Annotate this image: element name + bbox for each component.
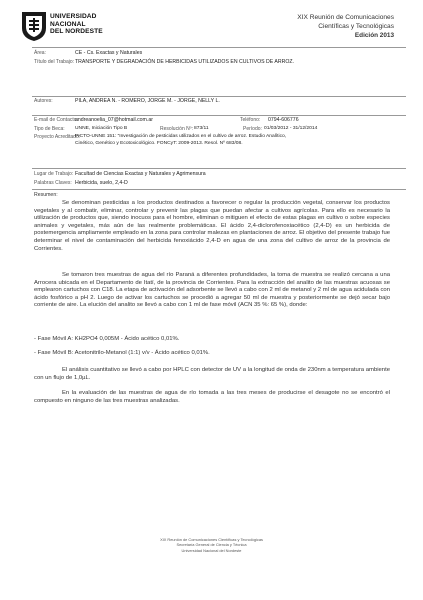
keywords-value: Herbicida, suelo, 2,4-D [75,180,128,186]
area-value: CE - Cs. Exactas y Naturales [75,50,143,56]
mobile-phase-b: - Fase Móvil B: Acetonitrilo-Metanol (1:1) v/v - Ácido acético 0,01%. [34,350,210,356]
work-title: TRANSPORTE Y DEGRADACIÓN DE HERBICIDAS UTILIZADOS EN CULTIVOS DE ARROZ. [75,59,294,65]
divider [32,47,406,48]
abstract-label: Resumen: [34,192,58,198]
mobile-phase-a: - Fase Móvil A: KH2PO4 0,005M - Ácido acético 0,01%. [34,336,180,342]
event-title-line1: XIX Reunión de Comunicaciones [297,14,394,21]
project-value-line2: Cinético, Genético y Ecotoxicológico. FONCyT: 2009-2013. Resol. Nº 683/08. [75,141,243,146]
abstract-paragraph-4: En la evaluación de las muestras de agua de río tomada a las tres meses de producirse el desagote no se encontró el compuesto en ninguno de las tres muestras analizadas. [34,390,390,404]
phone-label: Teléfono: [240,117,261,123]
divider [32,115,406,116]
resolution-value: 873/11 [194,126,209,131]
title-label: Título del Trabajo: [34,59,75,65]
area-label: Área: [34,50,46,56]
divider [32,189,406,190]
abstract-paragraph-3: El análisis cuantitativo se llevó a cabo por HPLC con detector de UV a la longitud de onda de 230nm a temperatura ambiente con un flujo de 1,0µL. [34,367,390,381]
grant-value: UNNE, Iniciación Tipo B [75,126,128,131]
grant-label: Tipo de Beca: [34,126,65,132]
event-header [297,14,394,40]
keywords-label: Palabras Claves: [34,180,72,186]
period-value: 01/03/2012 - 31/12/2014 [264,126,318,131]
university-logo [20,10,140,44]
page-footer: XIX Reunión de Comunicaciones Científicas y Tecnológicas Secretaría General de Ciencia y Técnica Universidad Nacional del Nordeste [160,537,263,553]
project-label: Proyecto Acreditado: [34,134,81,140]
divider [32,168,406,169]
abstract-paragraph-1: Se denominan pesticidas a los productos destinados a favorecer o regular la producción vegetal, conservar los productos vegetales y al combatir, eliminar, controlar y prevenir las plagas que puedan afectar a cultivos agrícolas. Para ello es necesario la utilización de productos que, siendo inocuos para el hombre, eliminan o mitiguen el efecto de estas plagas en cultivo o sobre especies animales y vegetales, más aún de las realmente problemáticas. El ácido 2,4-diclorofenoxiacético (2,4-D) es un herbicida de postemergencia ampliamente empleado en la zona para controlar malezas en plantaciones de arroz. El objetivo del presente trabajo fue determinar el nivel de contaminación del herbicida fenoxiácido 2,4-D en agua de una zona del cultivo de arroz de la provincia de Corrientes. [34,200,390,252]
authors-value: PILA, ANDREA N. - ROMERO, JORGE M. - JORGE, NELLY L. [75,98,220,104]
email-value: andreanoelia_07@hotmail.com.ar [75,117,153,123]
phone-value: 0794-606776 [268,117,299,123]
resolution-label: Resolución Nº: [160,126,193,132]
period-label: Período: [243,126,262,132]
divider [32,96,406,97]
event-edition: Edición 2013 [354,31,394,39]
university-name: UNIVERSIDAD NACIONAL DEL NORDESTE [50,13,103,36]
email-label: E-mail de Contacto: [34,117,78,123]
university-emblem-icon [20,10,48,42]
workplace-value: Facultad de Ciencias Exactas y Naturales y Agrimensura [75,171,206,177]
event-title-line2: Científicas y Tecnológicas [318,22,394,30]
authors-label: Autores: [34,98,53,104]
workplace-label: Lugar de Trabajo: [34,171,74,177]
project-value-line1: PICTO-UNNE 151: “Investigación de pesticidas utilizados en el cultivo de arroz. Estudio Analítico, [75,134,287,139]
abstract-paragraph-2: Se tomaron tres muestras de agua del río Paraná a diferentes profundidades, la toma de muestra se realizó cercana a una Arrocera ubicada en el Departamento de Itatí, de la provincia de Corrientes. Para la extracción del analito de las muestras acuosas se emplearon cartuchos con C18. La etapa de activación del adsorbente se llevó a cabo con 2 ml de metanol y 2 ml de agua acidulada con ácido fosfórico a pH 2. Luego de activar los cartuchos se procedió a agregar 50 ml de muestra y posteriormente se dejó secar bajo corriente de aire. La elución del analito se llevó a cabo con 1 ml de fase móvil (ACN 35 %: 65 %), donde: [34,272,390,309]
